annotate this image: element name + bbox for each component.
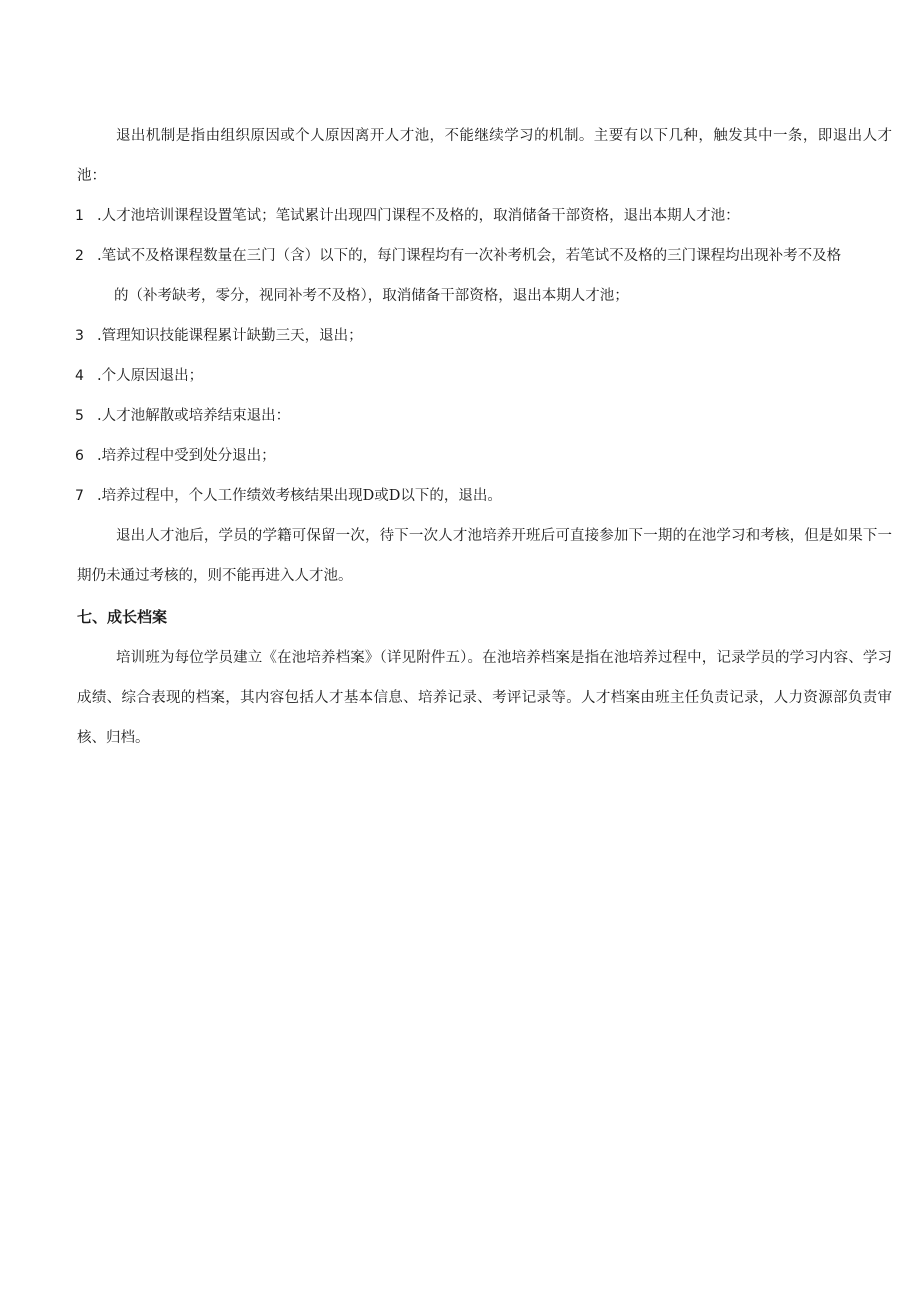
after-exit-paragraph: 退出人才池后，学员的学籍可保留一次，待下一次人才池培养开班后可直接参加下一期的在池学习和考核，但是如果下一期仍未通过考核的，则不能再进入人才池。 — [77, 528, 892, 584]
list-text: .个人原因退出； — [97, 368, 204, 384]
list-text-continued: 的（补考缺考，零分，视同补考不及格），取消储备干部资格，退出本期人才池； — [114, 288, 629, 304]
list-item-4 — [75, 356, 893, 396]
list-number: 2 — [75, 248, 84, 264]
list-number: 4 — [75, 368, 84, 384]
intro-paragraph: 退出机制是指由组织原因或个人原因离开人才池，不能继续学习的机制。主要有以下几种，触发其中一条，即退出人才池： — [77, 128, 892, 184]
list-item-7 — [75, 476, 893, 516]
list-number: 1 — [75, 208, 84, 224]
list-text: .培养过程中受到处分退出； — [97, 448, 276, 464]
list-number: 5 — [75, 408, 84, 424]
list-number: 7 — [75, 488, 84, 504]
list-item-5 — [75, 396, 893, 436]
list-item-2 — [75, 236, 893, 316]
section-body-paragraph: 培训班为每位学员建立《在池培养档案》（详见附件五）。在池培养档案是指在池培养过程中，记录学员的学习内容、学习成绩、综合表现的档案，其内容包括人才基本信息、培养记录、考评记录等。人才档案由班主任负责记录，人力资源部负责审核、归档。 — [77, 650, 892, 746]
list-text: .人才池培训课程设置笔试；笔试累计出现四门课程不及格的，取消储备干部资格，退出本期人才池： — [97, 208, 740, 224]
list-item-1 — [75, 196, 893, 236]
list-text: .管理知识技能课程累计缺勤三天，退出； — [97, 328, 363, 344]
list-number: 3 — [75, 328, 84, 344]
list-number: 6 — [75, 448, 84, 464]
list-item-6 — [75, 436, 893, 476]
list-text: .培养过程中，个人工作绩效考核结果出现D或D以下的，退出。 — [97, 488, 502, 504]
list-text: .笔试不及格课程数量在三门（含）以下的，每门课程均有一次补考机会，若笔试不及格的三门课程均出现补考不及格 — [97, 248, 842, 264]
list-text: .人才池解散或培养结束退出： — [97, 408, 291, 424]
list-item-3 — [75, 316, 893, 356]
section-heading: 七、成长档案 — [77, 608, 168, 626]
